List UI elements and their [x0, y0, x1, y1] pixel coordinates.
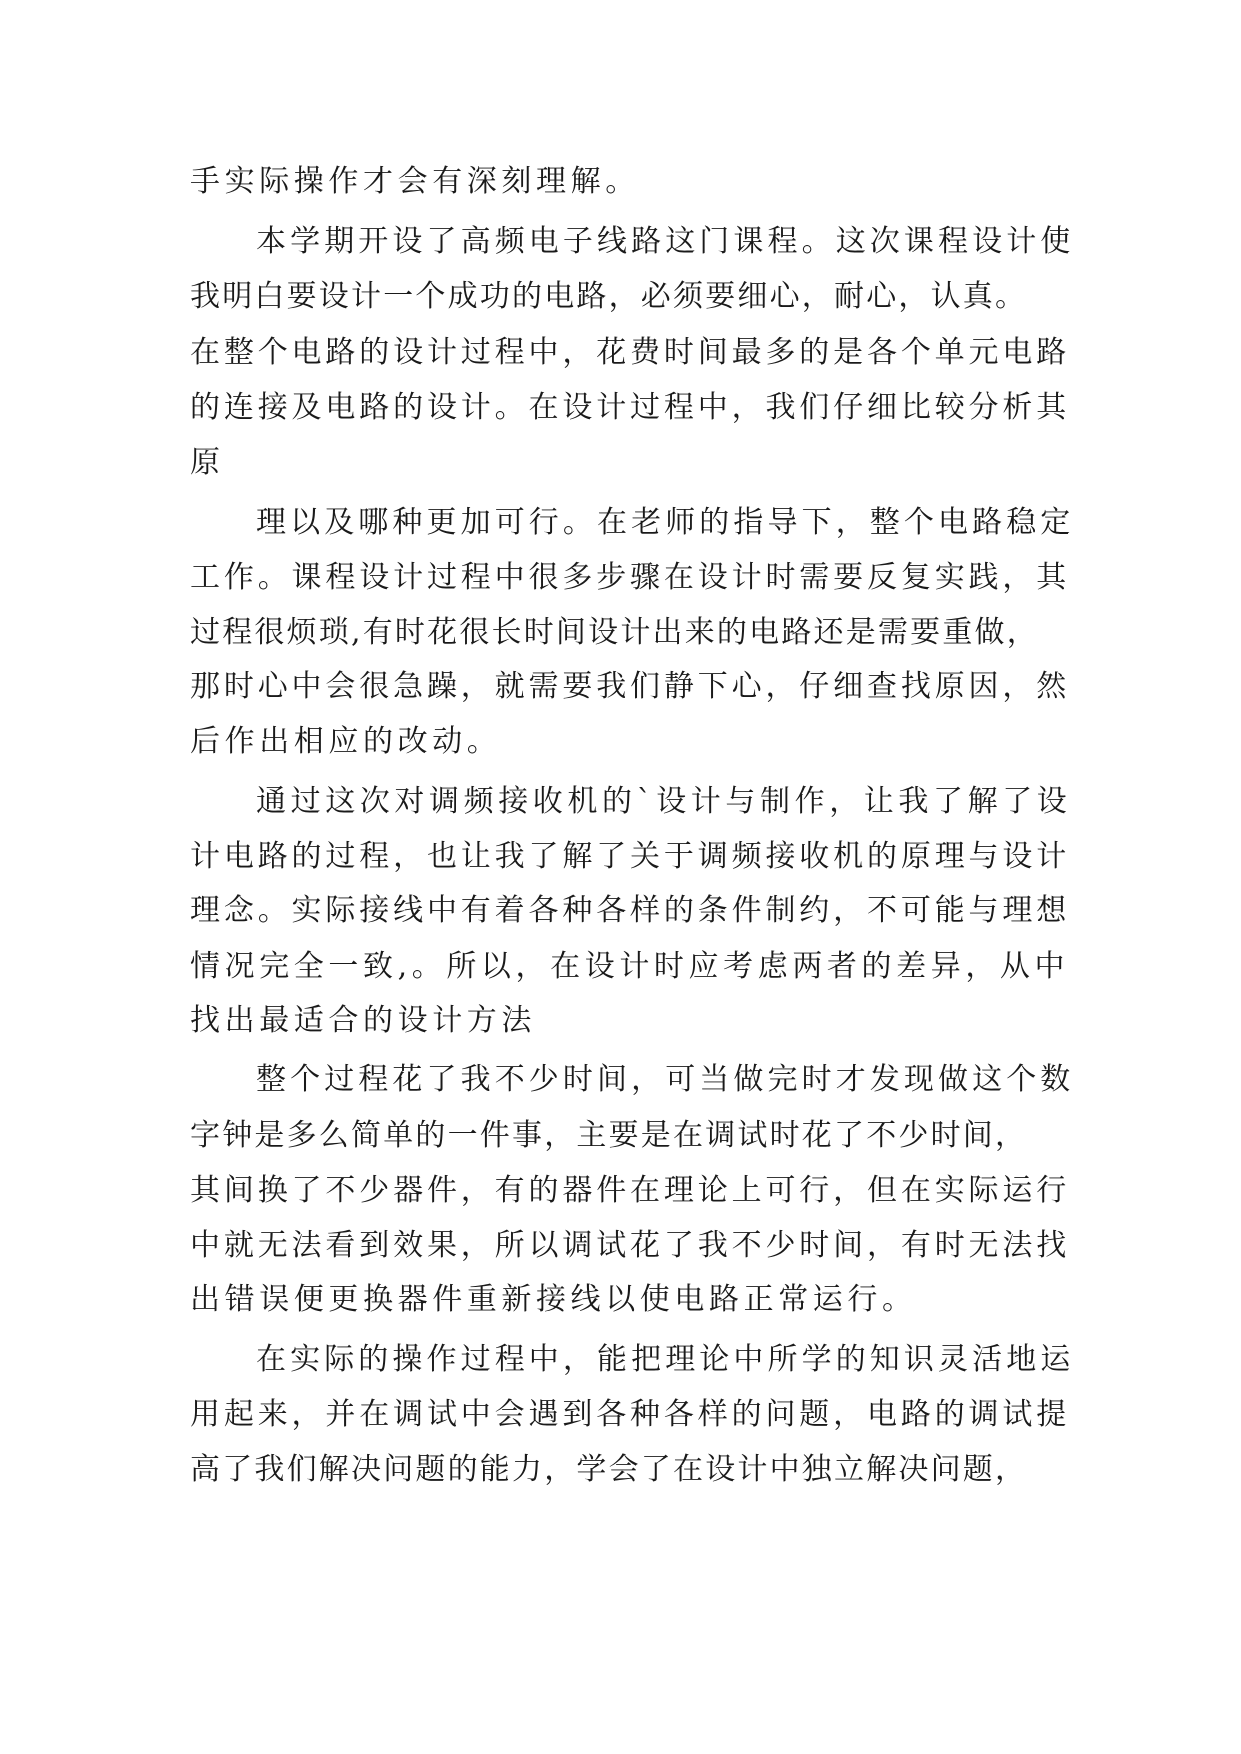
text-line: 手实际操作才会有深刻理解。 [190, 164, 640, 199]
text-line: 高了我们解决问题的能力，学会了在设计中独立解决问题， [190, 1452, 1028, 1487]
text-line: 后作出相应的改动。 [190, 724, 502, 759]
text-line: 计电路的过程，也让我了解了关于调频接收机的原理与设计 [190, 839, 1071, 874]
text-line: 工作。课程设计过程中很多步骤在设计时需要反复实践，其 [190, 560, 1071, 595]
paragraph-first-line: 在实际的操作过程中，能把理论中所学的知识灵活地运 [256, 1342, 1075, 1377]
text-line: 过程很烦琐,有时花很长时间设计出来的电路还是需要重做， [190, 615, 1039, 650]
text-line: 中就无法看到效果，所以调试花了我不少时间，有时无法找 [190, 1228, 1071, 1263]
paragraph-first-line: 整个过程花了我不少时间，可当做完时才发现做这个数 [256, 1062, 1075, 1097]
text-line: 情况完全一致,。所以，在设计时应考虑两者的差异，从中 [190, 949, 1070, 984]
paragraph-first-line: 通过这次对调频接收机的`设计与制作，让我了解了设 [256, 784, 1072, 819]
text-line: 用起来，并在调试中会遇到各种各样的问题，电路的调试提 [190, 1397, 1071, 1432]
text-line: 找出最适合的设计方法 [190, 1003, 536, 1038]
text-line: 出错误便更换器件重新接线以使电路正常运行。 [190, 1282, 917, 1317]
paragraph-first-line: 本学期开设了高频电子线路这门课程。这次课程设计使 [256, 224, 1075, 259]
text-line: 在整个电路的设计过程中，花费时间最多的是各个单元电路 [190, 335, 1071, 370]
text-line: 那时心中会很急躁，就需要我们静下心，仔细查找原因，然 [190, 669, 1071, 704]
text-line: 的连接及电路的设计。在设计过程中，我们仔细比较分析其 [190, 390, 1071, 425]
text-line: 理念。实际接线中有着各种各样的条件制约，不可能与理想 [190, 893, 1071, 928]
paragraph-first-line: 理以及哪种更加可行。在老师的指导下，整个电路稳定 [256, 505, 1075, 540]
text-line: 原 [190, 445, 225, 480]
text-line: 其间换了不少器件，有的器件在理论上可行，但在实际运行 [190, 1173, 1071, 1208]
text-line: 字钟是多么简单的一件事，主要是在调试时花了不少时间， [190, 1118, 1028, 1153]
text-line: 我明白要设计一个成功的电路，必须要细心，耐心，认真。 [190, 279, 1028, 314]
